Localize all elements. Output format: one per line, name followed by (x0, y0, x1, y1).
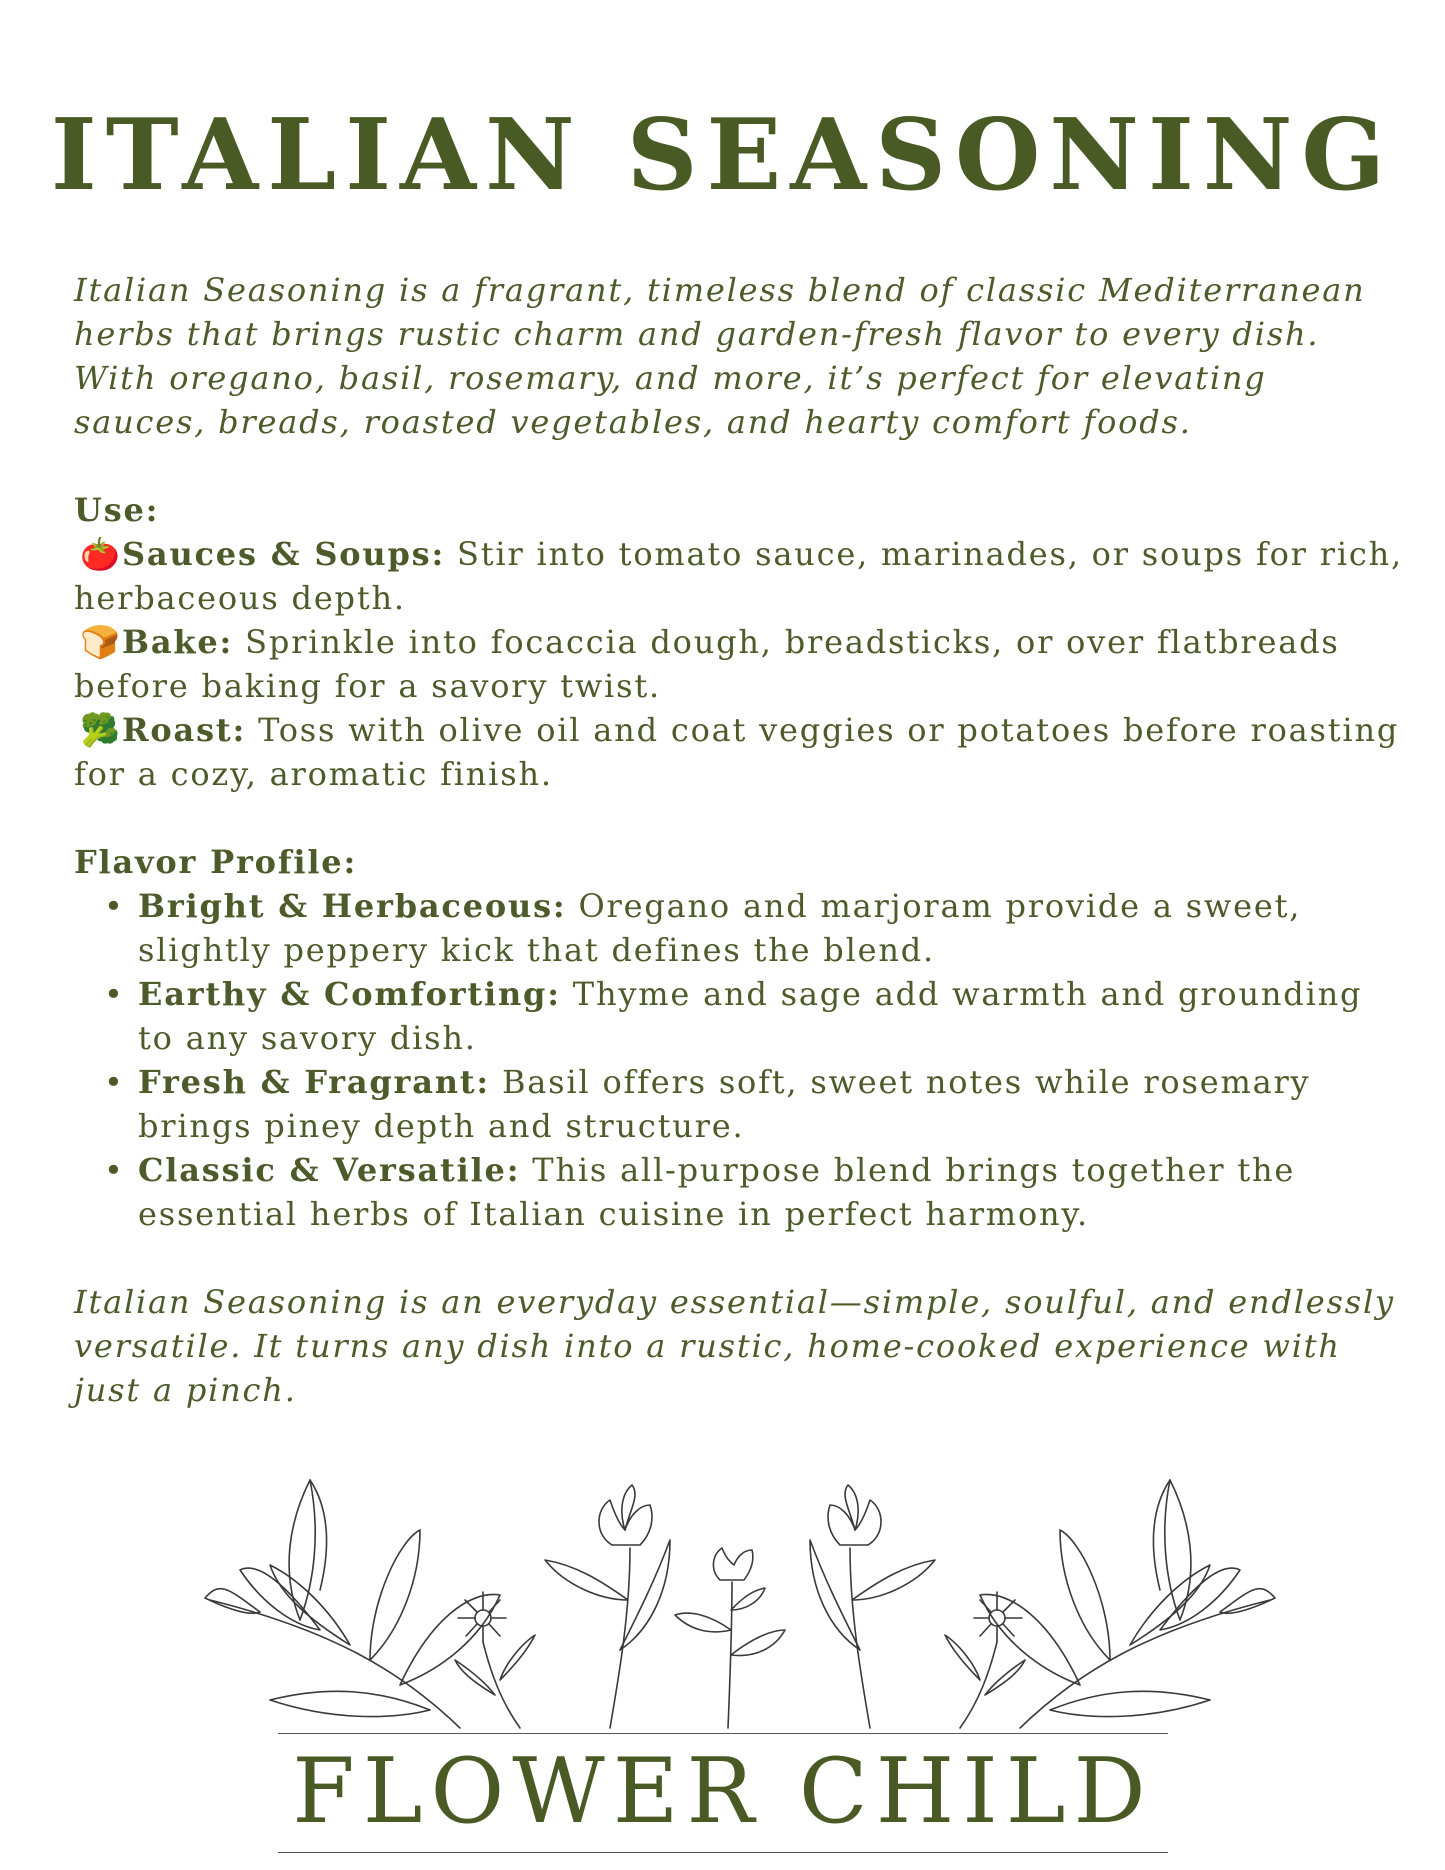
flavor-item-label: Earthy & Comforting: (138, 975, 561, 1013)
use-item-label: Bake: (122, 623, 234, 661)
page-title: ITALIAN SEASONING (50, 98, 1395, 213)
flavor-item-label: Classic & Versatile: (138, 1151, 521, 1189)
use-item-text: Sprinkle into focaccia dough, breadsticks, or over flatbreads before baking for a savory twist. (74, 623, 1340, 705)
use-item-label: Sauces & Soups: (122, 535, 446, 573)
brand-rule-top (278, 1733, 1168, 1734)
flavor-item-text: Oregano and marjoram provide a sweet, slightly peppery kick that defines the blend. (138, 887, 1302, 969)
description-body (74, 268, 1404, 1412)
left-leaf-sprig-icon (205, 1480, 500, 1728)
floral-illustration (200, 1470, 1280, 1730)
left-tulip-icon (545, 1485, 670, 1728)
flavor-heading: Flavor Profile: (74, 843, 358, 881)
flavor-item-text: Basil offers soft, sweet notes while rosemary brings piney depth and structure. (138, 1063, 1311, 1145)
flavor-item-label: Bright & Herbaceous: (138, 887, 567, 925)
use-item-bake (74, 620, 1404, 708)
brand-name: FLOWER CHILD (292, 1739, 1154, 1844)
tomato-icon: 🍅 (80, 535, 122, 573)
use-item-text: Toss with olive oil and coat veggies or potatoes before roasting for a cozy, aromatic finish. (74, 711, 1400, 793)
use-item-roast (74, 708, 1404, 796)
use-item-label: Roast: (122, 711, 247, 749)
brand-rule-bottom (278, 1852, 1168, 1853)
right-daisy-icon (945, 1592, 1025, 1728)
intro-paragraph: Italian Seasoning is a fragrant, timeless blend of classic Mediterranean herbs that brings rustic charm and garden-fresh flavor to every dish. With oregano, basil, rosemary, and more, it’s perfect for elevating sauces, breads, roasted vegetables, and hearty comfort foods. (74, 271, 1366, 441)
bread-icon: 🍞 (80, 623, 122, 661)
flavor-item-fresh (138, 1060, 1404, 1148)
flavor-item-text: Thyme and sage add warmth and grounding to any savory dish. (138, 975, 1363, 1057)
flavor-item-classic (138, 1148, 1404, 1236)
right-tulip-icon (810, 1485, 935, 1728)
flavor-item-label: Fresh & Fragrant: (138, 1063, 491, 1101)
right-leaf-sprig-icon (980, 1480, 1275, 1728)
flavor-list (74, 884, 1404, 1236)
center-tulip-icon (675, 1548, 785, 1728)
use-item-sauces (74, 532, 1404, 620)
flavor-item-text: This all-purpose blend brings together the essential herbs of Italian cuisine in perfect harmony. (138, 1151, 1296, 1233)
flavor-item-bright (138, 884, 1404, 972)
flavor-item-earthy (138, 972, 1404, 1060)
outro-paragraph: Italian Seasoning is an everyday essential—simple, soulful, and endlessly versatile. It turns any dish into a rustic, home-cooked experience with just a pinch. (74, 1283, 1395, 1409)
left-daisy-icon (455, 1592, 535, 1728)
use-heading: Use: (74, 491, 160, 529)
use-item-text: Stir into tomato sauce, marinades, or soups for rich, herbaceous depth. (74, 535, 1403, 617)
broccoli-icon: 🥦 (80, 711, 122, 749)
